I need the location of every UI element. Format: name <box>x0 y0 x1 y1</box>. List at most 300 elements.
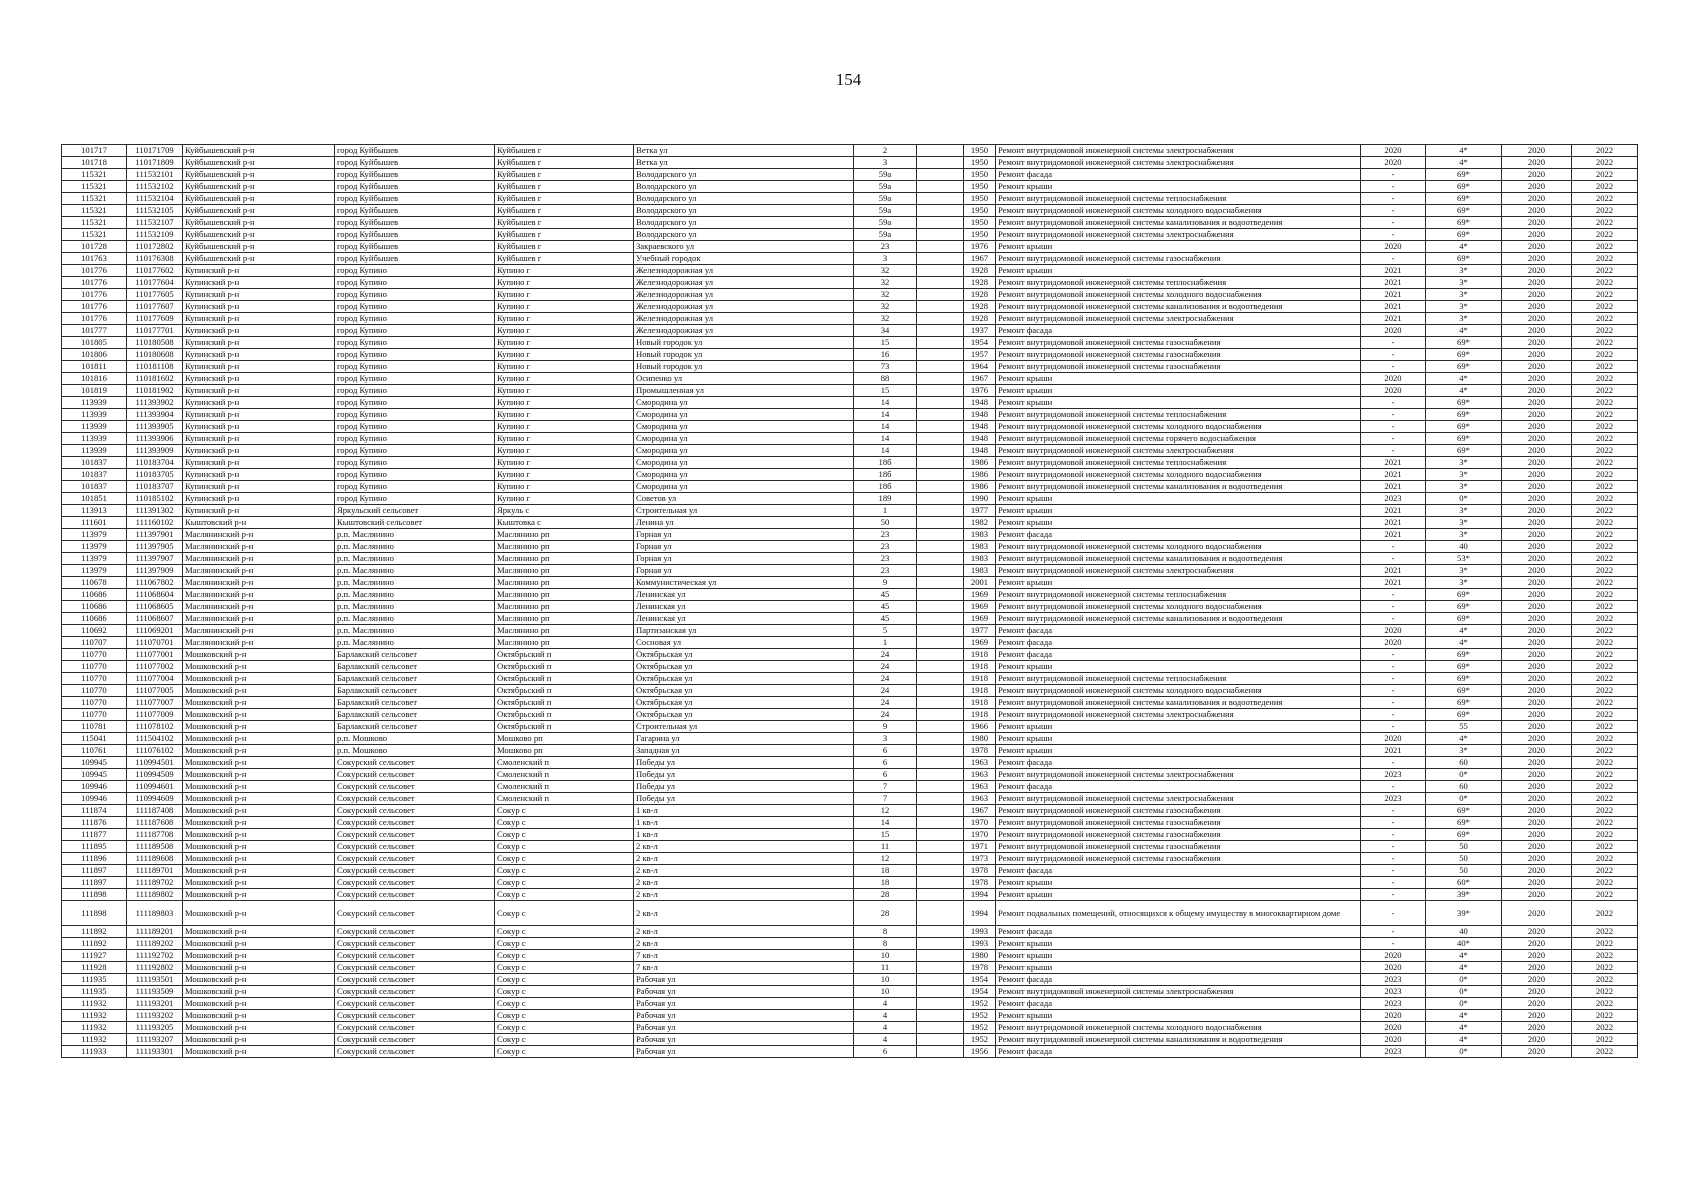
house-number-cell: 23 <box>854 241 917 253</box>
street-cell: 2 кв-л <box>634 853 854 865</box>
last-repair-year-cell: - <box>1361 229 1426 241</box>
table-row <box>62 986 1638 998</box>
building-cell <box>917 169 964 181</box>
house-id-cell: 101837 <box>62 457 127 469</box>
work-type-cell: Ремонт крыши <box>996 241 1361 253</box>
last-repair-year-cell: - <box>1361 697 1426 709</box>
street-cell: Октябрьская ул <box>634 649 854 661</box>
year-built-cell: 1918 <box>964 709 996 721</box>
work-id-cell: 111532109 <box>127 229 183 241</box>
last-repair-year-cell: - <box>1361 337 1426 349</box>
house-number-cell: 15 <box>854 829 917 841</box>
house-number-cell: 59а <box>854 193 917 205</box>
street-cell: Октябрьская ул <box>634 673 854 685</box>
house-number-cell: 14 <box>854 397 917 409</box>
municipality-cell: Сокурский сельсовет <box>335 817 495 829</box>
street-cell: Рабочая ул <box>634 1046 854 1058</box>
page-number: 154 <box>835 70 862 89</box>
settlement-cell: Сокур с <box>495 889 634 901</box>
building-cell <box>917 685 964 697</box>
district-cell: Куйбышевский р-н <box>183 193 335 205</box>
plan-start-cell: 2020 <box>1502 193 1572 205</box>
house-number-cell: 14 <box>854 445 917 457</box>
plan-start-cell: 2020 <box>1502 325 1572 337</box>
settlement-cell: Сокур с <box>495 1046 634 1058</box>
wear-percent-cell: 69* <box>1426 433 1502 445</box>
plan-end-cell: 2022 <box>1572 409 1638 421</box>
year-built-cell: 1963 <box>964 757 996 769</box>
plan-end-cell: 2022 <box>1572 745 1638 757</box>
house-number-cell: 12 <box>854 805 917 817</box>
plan-end-cell: 2022 <box>1572 649 1638 661</box>
wear-percent-cell: 40 <box>1426 926 1502 938</box>
work-id-cell: 111393906 <box>127 433 183 445</box>
street-cell: Строительная ул <box>634 721 854 733</box>
settlement-cell: Сокур с <box>495 805 634 817</box>
plan-start-cell: 2020 <box>1502 349 1572 361</box>
last-repair-year-cell: 2020 <box>1361 1010 1426 1022</box>
district-cell: Куйбышевский р-н <box>183 157 335 169</box>
house-id-cell: 111876 <box>62 817 127 829</box>
plan-start-cell: 2020 <box>1502 793 1572 805</box>
building-cell <box>917 445 964 457</box>
last-repair-year-cell: 2021 <box>1361 517 1426 529</box>
wear-percent-cell: 69* <box>1426 229 1502 241</box>
municipality-cell: Барлакский сельсовет <box>335 673 495 685</box>
settlement-cell: Купино г <box>495 421 634 433</box>
plan-end-cell: 2022 <box>1572 721 1638 733</box>
street-cell: 2 кв-л <box>634 877 854 889</box>
wear-percent-cell: 60 <box>1426 781 1502 793</box>
house-number-cell: 50 <box>854 517 917 529</box>
plan-end-cell: 2022 <box>1572 841 1638 853</box>
table-row <box>62 277 1638 289</box>
work-id-cell: 110183704 <box>127 457 183 469</box>
table-row <box>62 829 1638 841</box>
municipality-cell: город Куйбышев <box>335 193 495 205</box>
work-type-cell: Ремонт внутридомовой инженерной системы теплоснабжения <box>996 673 1361 685</box>
house-number-cell: 15 <box>854 385 917 397</box>
house-number-cell: 24 <box>854 649 917 661</box>
last-repair-year-cell: - <box>1361 445 1426 457</box>
building-cell <box>917 865 964 877</box>
house-number-cell: 32 <box>854 289 917 301</box>
settlement-cell: Маслянино рп <box>495 589 634 601</box>
plan-end-cell: 2022 <box>1572 193 1638 205</box>
house-id-cell: 115321 <box>62 217 127 229</box>
municipality-cell: город Купино <box>335 313 495 325</box>
plan-start-cell: 2020 <box>1502 493 1572 505</box>
district-cell: Мошковский р-н <box>183 829 335 841</box>
settlement-cell: Октябрьский п <box>495 649 634 661</box>
municipality-cell: Барлакский сельсовет <box>335 649 495 661</box>
work-id-cell: 110180608 <box>127 349 183 361</box>
work-id-cell: 110181902 <box>127 385 183 397</box>
last-repair-year-cell: - <box>1361 661 1426 673</box>
district-cell: Купинский р-н <box>183 313 335 325</box>
plan-start-cell: 2020 <box>1502 733 1572 745</box>
year-built-cell: 1918 <box>964 661 996 673</box>
district-cell: Мошковский р-н <box>183 649 335 661</box>
plan-start-cell: 2020 <box>1502 974 1572 986</box>
plan-end-cell: 2022 <box>1572 577 1638 589</box>
settlement-cell: Сокур с <box>495 841 634 853</box>
last-repair-year-cell: - <box>1361 829 1426 841</box>
building-cell <box>917 517 964 529</box>
work-id-cell: 111078102 <box>127 721 183 733</box>
year-built-cell: 1993 <box>964 938 996 950</box>
wear-percent-cell: 4* <box>1426 950 1502 962</box>
table-row <box>62 685 1638 697</box>
house-id-cell: 111892 <box>62 938 127 950</box>
last-repair-year-cell: 2023 <box>1361 793 1426 805</box>
settlement-cell: Куйбышев г <box>495 157 634 169</box>
district-cell: Маслянинский р-н <box>183 613 335 625</box>
house-number-cell: 7 <box>854 781 917 793</box>
work-id-cell: 111189201 <box>127 926 183 938</box>
work-id-cell: 110177605 <box>127 289 183 301</box>
municipality-cell: Сокурский сельсовет <box>335 757 495 769</box>
house-number-cell: 10 <box>854 950 917 962</box>
municipality-cell: город Купино <box>335 409 495 421</box>
house-id-cell: 111601 <box>62 517 127 529</box>
year-built-cell: 1950 <box>964 181 996 193</box>
table-row <box>62 853 1638 865</box>
house-number-cell: 6 <box>854 745 917 757</box>
house-id-cell: 113939 <box>62 397 127 409</box>
street-cell: Осипенко ул <box>634 373 854 385</box>
last-repair-year-cell: - <box>1361 433 1426 445</box>
last-repair-year-cell: - <box>1361 361 1426 373</box>
last-repair-year-cell: - <box>1361 781 1426 793</box>
district-cell: Купинский р-н <box>183 373 335 385</box>
wear-percent-cell: 4* <box>1426 637 1502 649</box>
year-built-cell: 1964 <box>964 361 996 373</box>
work-id-cell: 110185102 <box>127 493 183 505</box>
table-row <box>62 445 1638 457</box>
house-number-cell: 59а <box>854 217 917 229</box>
plan-start-cell: 2020 <box>1502 421 1572 433</box>
table-row <box>62 193 1638 205</box>
settlement-cell: Куйбышев г <box>495 145 634 157</box>
wear-percent-cell: 3* <box>1426 481 1502 493</box>
last-repair-year-cell: - <box>1361 841 1426 853</box>
house-id-cell: 115321 <box>62 169 127 181</box>
table-row <box>62 613 1638 625</box>
house-id-cell: 101776 <box>62 265 127 277</box>
municipality-cell: Барлакский сельсовет <box>335 697 495 709</box>
wear-percent-cell: 69* <box>1426 685 1502 697</box>
table-row <box>62 409 1638 421</box>
house-id-cell: 113939 <box>62 445 127 457</box>
plan-start-cell: 2020 <box>1502 205 1572 217</box>
table-row <box>62 998 1638 1010</box>
house-number-cell: 14 <box>854 421 917 433</box>
plan-start-cell: 2020 <box>1502 433 1572 445</box>
year-built-cell: 1982 <box>964 517 996 529</box>
settlement-cell: Куйбышев г <box>495 253 634 265</box>
work-id-cell: 111068607 <box>127 613 183 625</box>
year-built-cell: 1971 <box>964 841 996 853</box>
plan-end-cell: 2022 <box>1572 325 1638 337</box>
wear-percent-cell: 4* <box>1426 733 1502 745</box>
plan-start-cell: 2020 <box>1502 217 1572 229</box>
plan-end-cell: 2022 <box>1572 553 1638 565</box>
street-cell: Володарского ул <box>634 181 854 193</box>
house-id-cell: 101816 <box>62 373 127 385</box>
year-built-cell: 1950 <box>964 145 996 157</box>
work-id-cell: 111077004 <box>127 673 183 685</box>
year-built-cell: 1986 <box>964 457 996 469</box>
wear-percent-cell: 69* <box>1426 805 1502 817</box>
building-cell <box>917 1046 964 1058</box>
last-repair-year-cell: 2020 <box>1361 373 1426 385</box>
plan-start-cell: 2020 <box>1502 265 1572 277</box>
table-row <box>62 145 1638 157</box>
building-cell <box>917 901 964 926</box>
house-number-cell: 7 <box>854 793 917 805</box>
work-type-cell: Ремонт крыши <box>996 950 1361 962</box>
house-number-cell: 24 <box>854 685 917 697</box>
work-id-cell: 111077009 <box>127 709 183 721</box>
wear-percent-cell: 39* <box>1426 889 1502 901</box>
district-cell: Купинский р-н <box>183 277 335 289</box>
settlement-cell: Куйбышев г <box>495 205 634 217</box>
year-built-cell: 1950 <box>964 205 996 217</box>
plan-end-cell: 2022 <box>1572 601 1638 613</box>
table-row <box>62 397 1638 409</box>
plan-start-cell: 2020 <box>1502 481 1572 493</box>
municipality-cell: Сокурский сельсовет <box>335 1034 495 1046</box>
plan-start-cell: 2020 <box>1502 685 1572 697</box>
work-type-cell: Ремонт внутридомовой инженерной системы теплоснабжения <box>996 277 1361 289</box>
house-id-cell: 110692 <box>62 625 127 637</box>
building-cell <box>917 637 964 649</box>
municipality-cell: Сокурский сельсовет <box>335 829 495 841</box>
house-number-cell: 3 <box>854 733 917 745</box>
work-type-cell: Ремонт внутридомовой инженерной системы электроснабжения <box>996 229 1361 241</box>
plan-end-cell: 2022 <box>1572 217 1638 229</box>
settlement-cell: Сокур с <box>495 817 634 829</box>
year-built-cell: 1969 <box>964 589 996 601</box>
plan-end-cell: 2022 <box>1572 493 1638 505</box>
last-repair-year-cell: - <box>1361 253 1426 265</box>
work-id-cell: 111189701 <box>127 865 183 877</box>
building-cell <box>917 721 964 733</box>
plan-end-cell: 2022 <box>1572 889 1638 901</box>
last-repair-year-cell: - <box>1361 349 1426 361</box>
work-type-cell: Ремонт внутридомовой инженерной системы холодного водоснабжения <box>996 205 1361 217</box>
last-repair-year-cell: 2021 <box>1361 469 1426 481</box>
district-cell: Куйбышевский р-н <box>183 253 335 265</box>
plan-start-cell: 2020 <box>1502 241 1572 253</box>
municipality-cell: город Куйбышев <box>335 241 495 253</box>
settlement-cell: Октябрьский п <box>495 673 634 685</box>
work-id-cell: 111189508 <box>127 841 183 853</box>
work-id-cell: 111187708 <box>127 829 183 841</box>
building-cell <box>917 157 964 169</box>
plan-start-cell: 2020 <box>1502 998 1572 1010</box>
work-type-cell: Ремонт фасада <box>996 625 1361 637</box>
table-row <box>62 1034 1638 1046</box>
plan-start-cell: 2020 <box>1502 469 1572 481</box>
house-number-cell: 14 <box>854 817 917 829</box>
table-row <box>62 938 1638 950</box>
last-repair-year-cell: - <box>1361 553 1426 565</box>
street-cell: Ветка ул <box>634 145 854 157</box>
settlement-cell: Смоленский п <box>495 793 634 805</box>
year-built-cell: 1969 <box>964 601 996 613</box>
house-number-cell: 23 <box>854 541 917 553</box>
street-cell: Закраевского ул <box>634 241 854 253</box>
street-cell: Рабочая ул <box>634 974 854 986</box>
district-cell: Мошковский р-н <box>183 1010 335 1022</box>
house-number-cell: 32 <box>854 265 917 277</box>
plan-start-cell: 2020 <box>1502 541 1572 553</box>
settlement-cell: Октябрьский п <box>495 721 634 733</box>
work-type-cell: Ремонт внутридомовой инженерной системы холодного водоснабжения <box>996 469 1361 481</box>
plan-start-cell: 2020 <box>1502 757 1572 769</box>
table-row <box>62 733 1638 745</box>
municipality-cell: город Куйбышев <box>335 229 495 241</box>
house-id-cell: 101837 <box>62 481 127 493</box>
municipality-cell: Сокурский сельсовет <box>335 781 495 793</box>
house-id-cell: 101717 <box>62 145 127 157</box>
building-cell <box>917 841 964 853</box>
last-repair-year-cell: - <box>1361 901 1426 926</box>
street-cell: Партизанская ул <box>634 625 854 637</box>
house-id-cell: 101776 <box>62 289 127 301</box>
work-id-cell: 111076102 <box>127 745 183 757</box>
last-repair-year-cell: 2021 <box>1361 481 1426 493</box>
plan-end-cell: 2022 <box>1572 901 1638 926</box>
municipality-cell: город Куйбышев <box>335 205 495 217</box>
building-cell <box>917 505 964 517</box>
plan-end-cell: 2022 <box>1572 541 1638 553</box>
year-built-cell: 1969 <box>964 613 996 625</box>
work-type-cell: Ремонт крыши <box>996 733 1361 745</box>
wear-percent-cell: 69* <box>1426 397 1502 409</box>
plan-end-cell: 2022 <box>1572 349 1638 361</box>
wear-percent-cell: 4* <box>1426 373 1502 385</box>
year-built-cell: 1969 <box>964 637 996 649</box>
house-id-cell: 101777 <box>62 325 127 337</box>
work-type-cell: Ремонт крыши <box>996 721 1361 733</box>
work-type-cell: Ремонт внутридомовой инженерной системы электроснабжения <box>996 793 1361 805</box>
plan-end-cell: 2022 <box>1572 613 1638 625</box>
street-cell: Железнодорожная ул <box>634 313 854 325</box>
year-built-cell: 1918 <box>964 685 996 697</box>
municipality-cell: Сокурский сельсовет <box>335 986 495 998</box>
district-cell: Мошковский р-н <box>183 1034 335 1046</box>
district-cell: Мошковский р-н <box>183 998 335 1010</box>
house-id-cell: 110770 <box>62 685 127 697</box>
settlement-cell: Сокур с <box>495 998 634 1010</box>
settlement-cell: Смоленский п <box>495 769 634 781</box>
plan-end-cell: 2022 <box>1572 277 1638 289</box>
wear-percent-cell: 4* <box>1426 1034 1502 1046</box>
last-repair-year-cell: 2023 <box>1361 769 1426 781</box>
work-type-cell: Ремонт фасада <box>996 649 1361 661</box>
building-cell <box>917 577 964 589</box>
work-type-cell: Ремонт внутридомовой инженерной системы теплоснабжения <box>996 193 1361 205</box>
year-built-cell: 1948 <box>964 445 996 457</box>
wear-percent-cell: 69* <box>1426 817 1502 829</box>
work-id-cell: 111393904 <box>127 409 183 421</box>
year-built-cell: 2001 <box>964 577 996 589</box>
street-cell: Октябрьская ул <box>634 685 854 697</box>
street-cell: Горная ул <box>634 529 854 541</box>
municipality-cell: город Купино <box>335 265 495 277</box>
plan-end-cell: 2022 <box>1572 181 1638 193</box>
building-cell <box>917 926 964 938</box>
wear-percent-cell: 3* <box>1426 517 1502 529</box>
building-cell <box>917 962 964 974</box>
municipality-cell: р.п. Маслянино <box>335 565 495 577</box>
plan-end-cell: 2022 <box>1572 1022 1638 1034</box>
house-id-cell: 101851 <box>62 493 127 505</box>
house-id-cell: 115041 <box>62 733 127 745</box>
settlement-cell: Купино г <box>495 337 634 349</box>
house-number-cell: 14 <box>854 433 917 445</box>
house-number-cell: 2 <box>854 145 917 157</box>
table-row <box>62 841 1638 853</box>
plan-start-cell: 2020 <box>1502 1010 1572 1022</box>
street-cell: Рабочая ул <box>634 1034 854 1046</box>
plan-end-cell: 2022 <box>1572 673 1638 685</box>
year-built-cell: 1967 <box>964 373 996 385</box>
street-cell: Ленина ул <box>634 517 854 529</box>
settlement-cell: Сокур с <box>495 1022 634 1034</box>
building-cell <box>917 673 964 685</box>
house-id-cell: 113979 <box>62 541 127 553</box>
district-cell: Мошковский р-н <box>183 817 335 829</box>
settlement-cell: Мошково рп <box>495 745 634 757</box>
last-repair-year-cell: 2021 <box>1361 289 1426 301</box>
district-cell: Мошковский р-н <box>183 1046 335 1058</box>
table-row <box>62 565 1638 577</box>
last-repair-year-cell: - <box>1361 853 1426 865</box>
house-id-cell: 101728 <box>62 241 127 253</box>
settlement-cell: Купино г <box>495 325 634 337</box>
last-repair-year-cell: 2021 <box>1361 745 1426 757</box>
work-id-cell: 111068604 <box>127 589 183 601</box>
plan-start-cell: 2020 <box>1502 529 1572 541</box>
building-cell <box>917 625 964 637</box>
work-id-cell: 111532107 <box>127 217 183 229</box>
year-built-cell: 1976 <box>964 385 996 397</box>
municipality-cell: Сокурский сельсовет <box>335 901 495 926</box>
work-id-cell: 111397901 <box>127 529 183 541</box>
plan-start-cell: 2020 <box>1502 721 1572 733</box>
settlement-cell: Октябрьский п <box>495 661 634 673</box>
street-cell: Ленинская ул <box>634 613 854 625</box>
building-cell <box>917 938 964 950</box>
year-built-cell: 1952 <box>964 1034 996 1046</box>
municipality-cell: город Купино <box>335 481 495 493</box>
year-built-cell: 1957 <box>964 349 996 361</box>
building-cell <box>917 397 964 409</box>
plan-start-cell: 2020 <box>1502 1046 1572 1058</box>
house-number-cell: 88 <box>854 373 917 385</box>
table-row <box>62 265 1638 277</box>
building-cell <box>917 1010 964 1022</box>
building-cell <box>917 469 964 481</box>
district-cell: Мошковский р-н <box>183 733 335 745</box>
street-cell: 2 кв-л <box>634 865 854 877</box>
street-cell: 7 кв-л <box>634 962 854 974</box>
year-built-cell: 1956 <box>964 1046 996 1058</box>
